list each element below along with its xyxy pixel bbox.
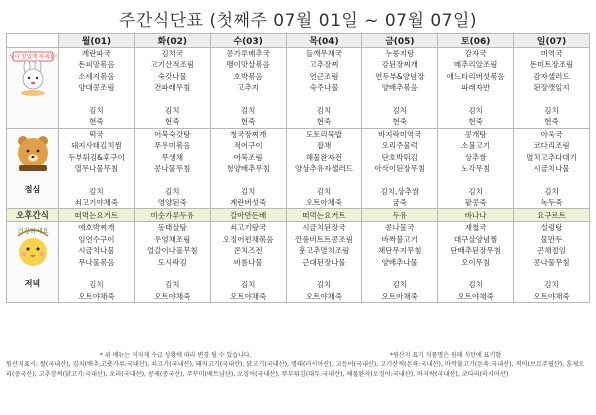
dish: 김치 [316,186,332,196]
dish [59,174,134,185]
dish: 김치 [89,280,104,290]
dish: 애느타리버섯볶음 [446,71,505,81]
dish: 채단무지무침 [378,246,422,256]
dish: 콩나물무침 [533,257,570,267]
dish: 현죽 [89,117,104,127]
snack-item: 두유 [362,209,438,222]
dish [135,268,210,279]
dish: 팥콩죽 [464,198,487,208]
lunch-day-cell [134,128,210,209]
dish: 어묵조림 [233,152,263,162]
dinner-day-cell [210,222,286,303]
sticker-text-icon [8,51,57,61]
dish: 무생채 [161,152,184,162]
origin-notice: *원산지 표기 식품명은 원래 식탄에 표기함 [390,352,502,359]
meal-label-lunch: 점심 [24,184,41,194]
dish [59,94,134,105]
day-header: 목(04) [286,34,362,48]
breakfast-row [7,48,590,129]
dish: 계란버섯죽 [229,198,267,208]
dish [135,94,210,105]
bear-mascot-icon [13,133,53,173]
dish: 오징어편채볶음 [222,234,274,244]
breakfast-day-cell [134,48,210,129]
dish: 청양배추무침 [226,163,270,173]
breakfast-day-cell [514,48,590,129]
snack-row [7,209,590,222]
lunch-row [7,128,590,209]
dish [211,94,286,105]
day-header: 월(01) [59,34,135,48]
dish: 곤채절임 [537,246,567,256]
dish: 소불고기 [461,141,491,151]
dinner-day-cell [59,222,135,303]
dish: 콘치즈전 [233,246,263,256]
day-header: 화(02) [134,34,210,48]
dish: 상추쌈 [464,152,487,162]
dish: 녹두죽 [540,198,563,208]
snack-item: 요구르트 [514,209,590,222]
dish: 바짝불고기 [381,234,418,244]
lunch-label-cell [7,128,59,209]
lunch-day-cell [210,128,286,209]
day-header: 일(07) [514,34,590,48]
dish: 영양된죽 [157,198,187,208]
breakfast-day-cell [438,48,514,129]
dish [287,268,362,279]
dish: 코다리조림 [533,141,570,151]
dish: 메추리알조림 [453,60,498,70]
dish: 오트아채죽 [305,198,343,208]
snack-item: 떠먹는요거트 [59,209,135,222]
dish [438,268,513,279]
dish: 두부튀김&후구이 [68,152,125,162]
meal-label-snack: 오후간식 [16,211,49,222]
dish: 얼갈이나물무침 [146,246,198,256]
dish: 양배추나물 [381,257,418,267]
dish: 굼죽 [392,198,408,208]
dish: 김치 [544,105,559,115]
lunch-day-cell [59,128,135,209]
dish: 김치 [544,280,559,290]
dish: 김치 [89,186,104,196]
dish: 김치 [468,280,483,290]
dish: 시금치나물 [78,246,115,256]
dish: 현죽 [240,117,256,127]
dish [514,268,589,279]
dinner-day-cell [514,222,590,303]
dish: 적어구이 [233,141,263,151]
breakfast-day-cell [286,48,362,129]
dish: 아욱국 [540,129,563,139]
dinner-day-cell [286,222,362,303]
dish: 어묵숙갓탕 [154,129,191,139]
dish: 미역국 [540,49,563,58]
dish: 강된장찌개 [381,60,418,70]
dish: 호박볶음 [233,71,263,81]
snack-item: 갈아만든배 [210,209,286,222]
dinner-day-cell [362,222,438,303]
dish: 도시락김 [157,257,187,267]
snack-label-cell [7,209,59,222]
breakfast-label-cell [7,48,59,129]
page-title: 주간식단표 (첫째주 07월 01일 ~ 07월 07일) [118,11,478,31]
dish: 고추장찌 [309,60,339,70]
dish: 콩나물국 [385,223,415,233]
origin-info-text: 원산지표시: 쌀(국내산), 김치(배추,고춧가루:국내산), 쇠고기(국내산), 돼지고기(국내산), 닭고기(국내산), 명태(러시아산), 고등어(국내산), 고기산적(돈육:국내산), 바싹불고기(돈육:국내산), 적어(브르주필산), 훈제오리(중국산), 고추장찌(닭고기:국내산), 오리(국내산), 콩제(중국산), 주꾸미(베트남산), 오징어(국내산), 뚜부튀김(대두:국내산), 해물완자(오징어:국내산), 바지락(국내산), 코다리(러시아산) [6,361,585,378]
dish: 청국장찌개 [229,129,267,139]
dish: 돼지사태김치찜 [71,141,122,151]
lunch-day-cell [362,128,438,209]
dish: 비름나물 [233,257,263,267]
dish: 푸우미볶음 [154,141,191,151]
dish: 소세지볶음 [78,71,115,81]
breakfast-day-cell [59,48,135,129]
dish [211,174,286,185]
dish: 김치국 [161,49,184,58]
dinner-sticker-text: 건강하세요 [16,227,49,236]
dish: 노각무침 [461,163,491,173]
snack-item: 미숫가루두유 [134,209,210,222]
snack-item: 떠먹는요거트 [286,209,362,222]
lunch-day-cell [286,128,362,209]
dish: 오트야채죽 [533,291,570,301]
dish: 김치 [392,280,408,290]
dish: 양배추볶음 [381,83,418,93]
dish: 고기산적조림 [150,60,194,70]
breakfast-day-cell [362,48,438,129]
dish: 우엉채조림 [154,234,191,244]
dish: 파래자반 [461,83,491,93]
dish: 깐풍비트트콩조림 [294,234,353,244]
lunch-day-cell [514,128,590,209]
dish [362,94,437,105]
dish: 콩나물무침 [154,163,191,173]
dish: 김치 [240,105,256,115]
dish: 대구살양념찜 [453,234,498,244]
dish: 콩가루배추국 [226,49,270,58]
dish [362,174,437,185]
dinner-label-cell [7,222,59,303]
dish: 도토리묵밥 [305,129,343,139]
dish: 오트아채죽 [381,291,418,301]
dish: 돈피망볶음 [78,60,115,70]
lunch-day-cell [438,128,514,209]
corner-cell [7,34,59,48]
dish: 오트야채죽 [305,291,343,301]
dish: 김치 [392,105,408,115]
dish [59,268,134,279]
dish: 열무나물무침 [74,163,119,173]
dish: 설렁탕 [540,223,563,233]
dish: 훗고추멸치조림 [298,246,350,256]
dish: 재첩국 [464,223,487,233]
day-header: 금(05) [362,34,438,48]
dish: 오리주물럭 [381,141,418,151]
dish: 현죽 [316,117,332,127]
dish: 오이무침 [461,257,491,267]
dish: 된장깻잎지 [533,83,570,93]
dish: 애호박찌개 [78,223,115,233]
dish: 바지락미역국 [378,129,422,139]
dish: 김치 [544,186,559,196]
day-header: 수(03) [210,34,286,48]
dish: 누룽지탕 [385,49,415,58]
dish [438,94,513,105]
dish: 김치 [165,280,180,290]
dinner-sticker-text-icon [12,224,54,236]
dish: 동태살탕 [157,223,187,233]
dish: 해물완자전 [305,152,343,162]
dish: 김치 [468,186,483,196]
dish: 건파래무침 [154,83,191,93]
dish: 숙주나물 [309,83,339,93]
dish: 현죽 [544,117,559,127]
dish: 현죽 [468,117,483,127]
dish: 맹이맛살볶음 [226,60,270,70]
dish [362,268,437,279]
dish: 현죽 [392,117,408,127]
dish: 김치 [468,105,483,115]
breakfast-day-cell [210,48,286,129]
dish [135,174,210,185]
dish: 감자샐러드 [533,71,570,81]
dish: 양상추유자샐러드 [294,163,353,173]
dish: 김치 [316,280,332,290]
dish: 들깨무채국 [305,49,343,58]
meal-label-dinner: 저녁 [24,279,41,289]
dish: 돈미트장조림 [529,60,574,70]
dish: 현죽 [165,117,180,127]
dish [514,174,589,185]
dish: 콩개탕 [464,129,487,139]
dish: 김치 [165,186,180,196]
dish [287,94,362,105]
dish: 물만두 [540,234,563,244]
dish: 숙갓나물 [157,71,187,81]
dish: 떡국 [89,129,104,139]
menu-change-notice: * 위 메뉴는 식자재 수급 상황에 따라 변경 될 수 있습니다. [100,352,252,359]
dish: 잡채 [316,141,332,151]
dish: 아삭이된장무침 [374,163,426,173]
snack-item: 바나나 [438,209,514,222]
dish: 김치 [165,105,180,115]
dish [514,94,589,105]
dish [211,268,286,279]
dish: 연두부&양념장 [375,71,425,81]
dish: 양대콩조림 [78,83,115,93]
dish: 임연수구이 [78,234,115,244]
dish: 감자국 [464,49,487,58]
weekly-menu-table [6,33,590,303]
dish: 김치 [240,186,256,196]
dish: 김치 [316,105,332,115]
dish: 쇠고기탕국 [229,223,267,233]
day-header-row [7,34,590,48]
dish: 김치 [240,280,256,290]
dish: 무나물볶음 [78,257,115,267]
dish: 계란파국 [81,49,111,58]
dish [287,174,362,185]
breakfast-sticker-text: 식사 맛있게 하세요! [8,54,57,61]
dish: 쇠고기야채죽 [74,198,119,208]
dish: 시금치된장국 [302,223,346,233]
dish [438,174,513,185]
dish: 고추지 [237,83,259,93]
dish: 오트야채죽 [78,291,115,301]
dish: 단호박튀김 [381,152,418,162]
dish: 시금치나물 [533,163,570,173]
dish: 멸치고추다대기 [526,152,577,162]
dish: 연근조림 [309,71,339,81]
dish: 오트야채죽 [154,291,191,301]
dish: 단배추된장무침 [450,246,501,256]
dinner-day-cell [134,222,210,303]
dish: 오트야채죽 [457,291,494,301]
dish: 오트야채죽 [229,291,267,301]
dish: 김치,상추쌈 [380,186,420,196]
dish: 근대된장나물 [302,257,346,267]
dish: 김치 [89,105,104,115]
dinner-row [7,222,590,303]
day-header: 토(06) [438,34,514,48]
dinner-day-cell [438,222,514,303]
